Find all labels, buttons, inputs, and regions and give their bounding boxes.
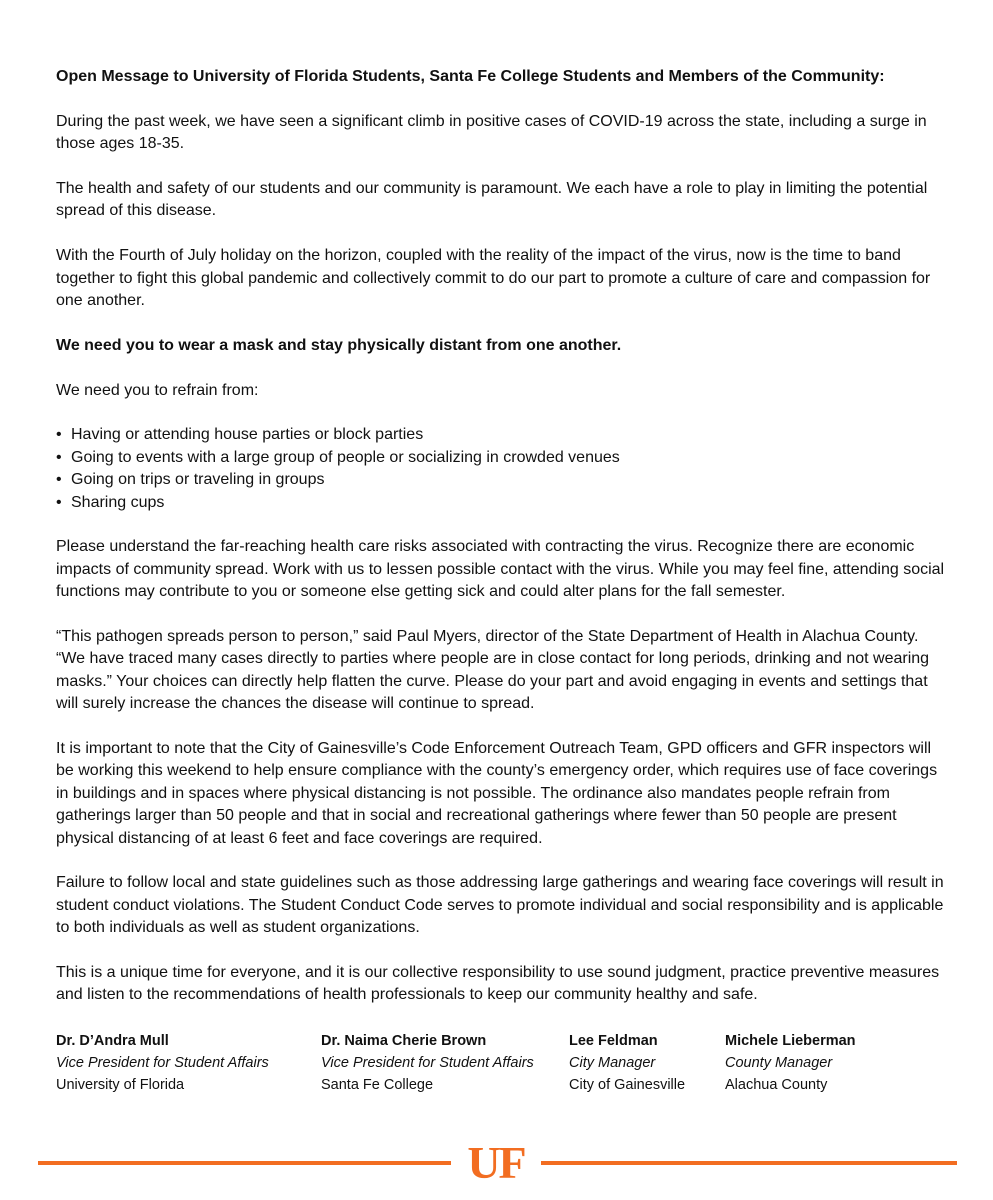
bullet-icon: • <box>56 493 62 511</box>
signature-organization: University of Florida <box>56 1077 185 1093</box>
bullet-icon: • <box>56 448 62 466</box>
list-item <box>56 469 946 491</box>
paragraph-enforcement: It is important to note that the City of Gainesville’s Code Enforcement Outreach Team, GPD officers and GFR inspectors will be working this weekend to help ensure compliance with the county’s emergency order, which requires use of face coverings in buildings and in spaces where physical distancing is not possible. The ordinance also mandates people refrain from gatherings larger than 50 people and that in social and recreational gatherings where fewer than 50 people are present physical distancing of at least 6 feet and face coverings are required. <box>56 740 938 847</box>
paragraph-health-safety: The health and safety of our students and our community is paramount. We each have a role to play in limiting the potential spread of this disease. <box>56 180 928 220</box>
signature-title: County Manager <box>725 1055 833 1071</box>
signature <box>321 1030 534 1096</box>
paragraph-conduct-code: Failure to follow local and state guidelines such as those addressing large gatherings and wearing face coverings will result in student conduct violations. The Student Conduct Code serves to promote individual and social responsibility and is applicable to both individuals as well as student organizations. <box>56 874 944 937</box>
refrain-section <box>56 380 946 514</box>
letter-body <box>56 66 946 1029</box>
paragraph-quote-paul-myers: “This pathogen spreads person to person,” said Paul Myers, director of the State Department of Health in Alachua County. “We have traced many cases directly to parties where people are in close contact for long periods, drinking and not wearing masks.” Your choices can directly help flatten the curve. Please do your part and avoid engaging in events and settings that will surely increase the chances the disease will continue to spread. <box>56 628 930 713</box>
list-item-text: Going on trips or traveling in groups <box>71 471 325 489</box>
uf-logo: UF <box>467 1137 525 1188</box>
signature-name: Dr. Naima Cherie Brown <box>321 1033 487 1049</box>
list-item <box>56 492 946 514</box>
signature-title: Vice President for Student Affairs <box>56 1055 269 1071</box>
signature-organization: City of Gainesville <box>569 1077 686 1093</box>
signature-organization: Alachua County <box>725 1077 828 1093</box>
paragraph-mask-emphasis: We need you to wear a mask and stay physically distant from one another. <box>56 336 622 354</box>
paragraph-health-risks: Please understand the far-reaching health care risks associated with contracting the virus. Recognize there are economic impacts of community spread. Work with us to lessen possible contact with the virus. While you may feel fine, attending social functions may contribute to you or someone else getting sick and could alter plans for the fall semester. <box>56 538 945 601</box>
list-item-text: Going to events with a large group of people or socializing in crowded venues <box>71 448 620 466</box>
footer-divider-left <box>38 1161 451 1165</box>
signature-name: Lee Feldman <box>569 1033 658 1049</box>
signature-name: Dr. D’Andra Mull <box>56 1033 169 1049</box>
paragraph-case-climb: During the past week, we have seen a significant climb in positive cases of COVID-19 across the state, including a surge in those ages 18-35. <box>56 112 927 153</box>
signature <box>725 1030 856 1096</box>
signature <box>56 1030 269 1096</box>
paragraph-closing: This is a unique time for everyone, and it is our collective responsibility to use sound judgment, practice preventive measures and listen to the recommendations of health professionals to keep our community healthy and safe. <box>56 964 940 1004</box>
refrain-list <box>56 424 946 514</box>
list-item-text: Sharing cups <box>71 493 165 511</box>
signature-name: Michele Lieberman <box>725 1033 856 1049</box>
letter-heading: Open Message to University of Florida Students, Santa Fe College Students and Members of the Community: <box>56 68 885 85</box>
paragraph-fourth-of-july: With the Fourth of July holiday on the horizon, coupled with the reality of the impact of the virus, now is the time to band together to fight this global pandemic and collectively commit to do our part to promote a culture of care and compassion for one another. <box>56 247 931 310</box>
bullet-icon: • <box>56 426 62 444</box>
signature-organization: Santa Fe College <box>321 1077 434 1093</box>
bullet-icon: • <box>56 471 62 489</box>
refrain-intro: We need you to refrain from: <box>56 381 259 399</box>
footer-divider-right <box>541 1161 957 1165</box>
signature-title: Vice President for Student Affairs <box>321 1055 534 1071</box>
list-item <box>56 447 946 469</box>
signature <box>569 1030 685 1096</box>
list-item-text: Having or attending house parties or block parties <box>71 426 424 444</box>
signature-title: City Manager <box>569 1055 656 1071</box>
list-item <box>56 424 946 446</box>
